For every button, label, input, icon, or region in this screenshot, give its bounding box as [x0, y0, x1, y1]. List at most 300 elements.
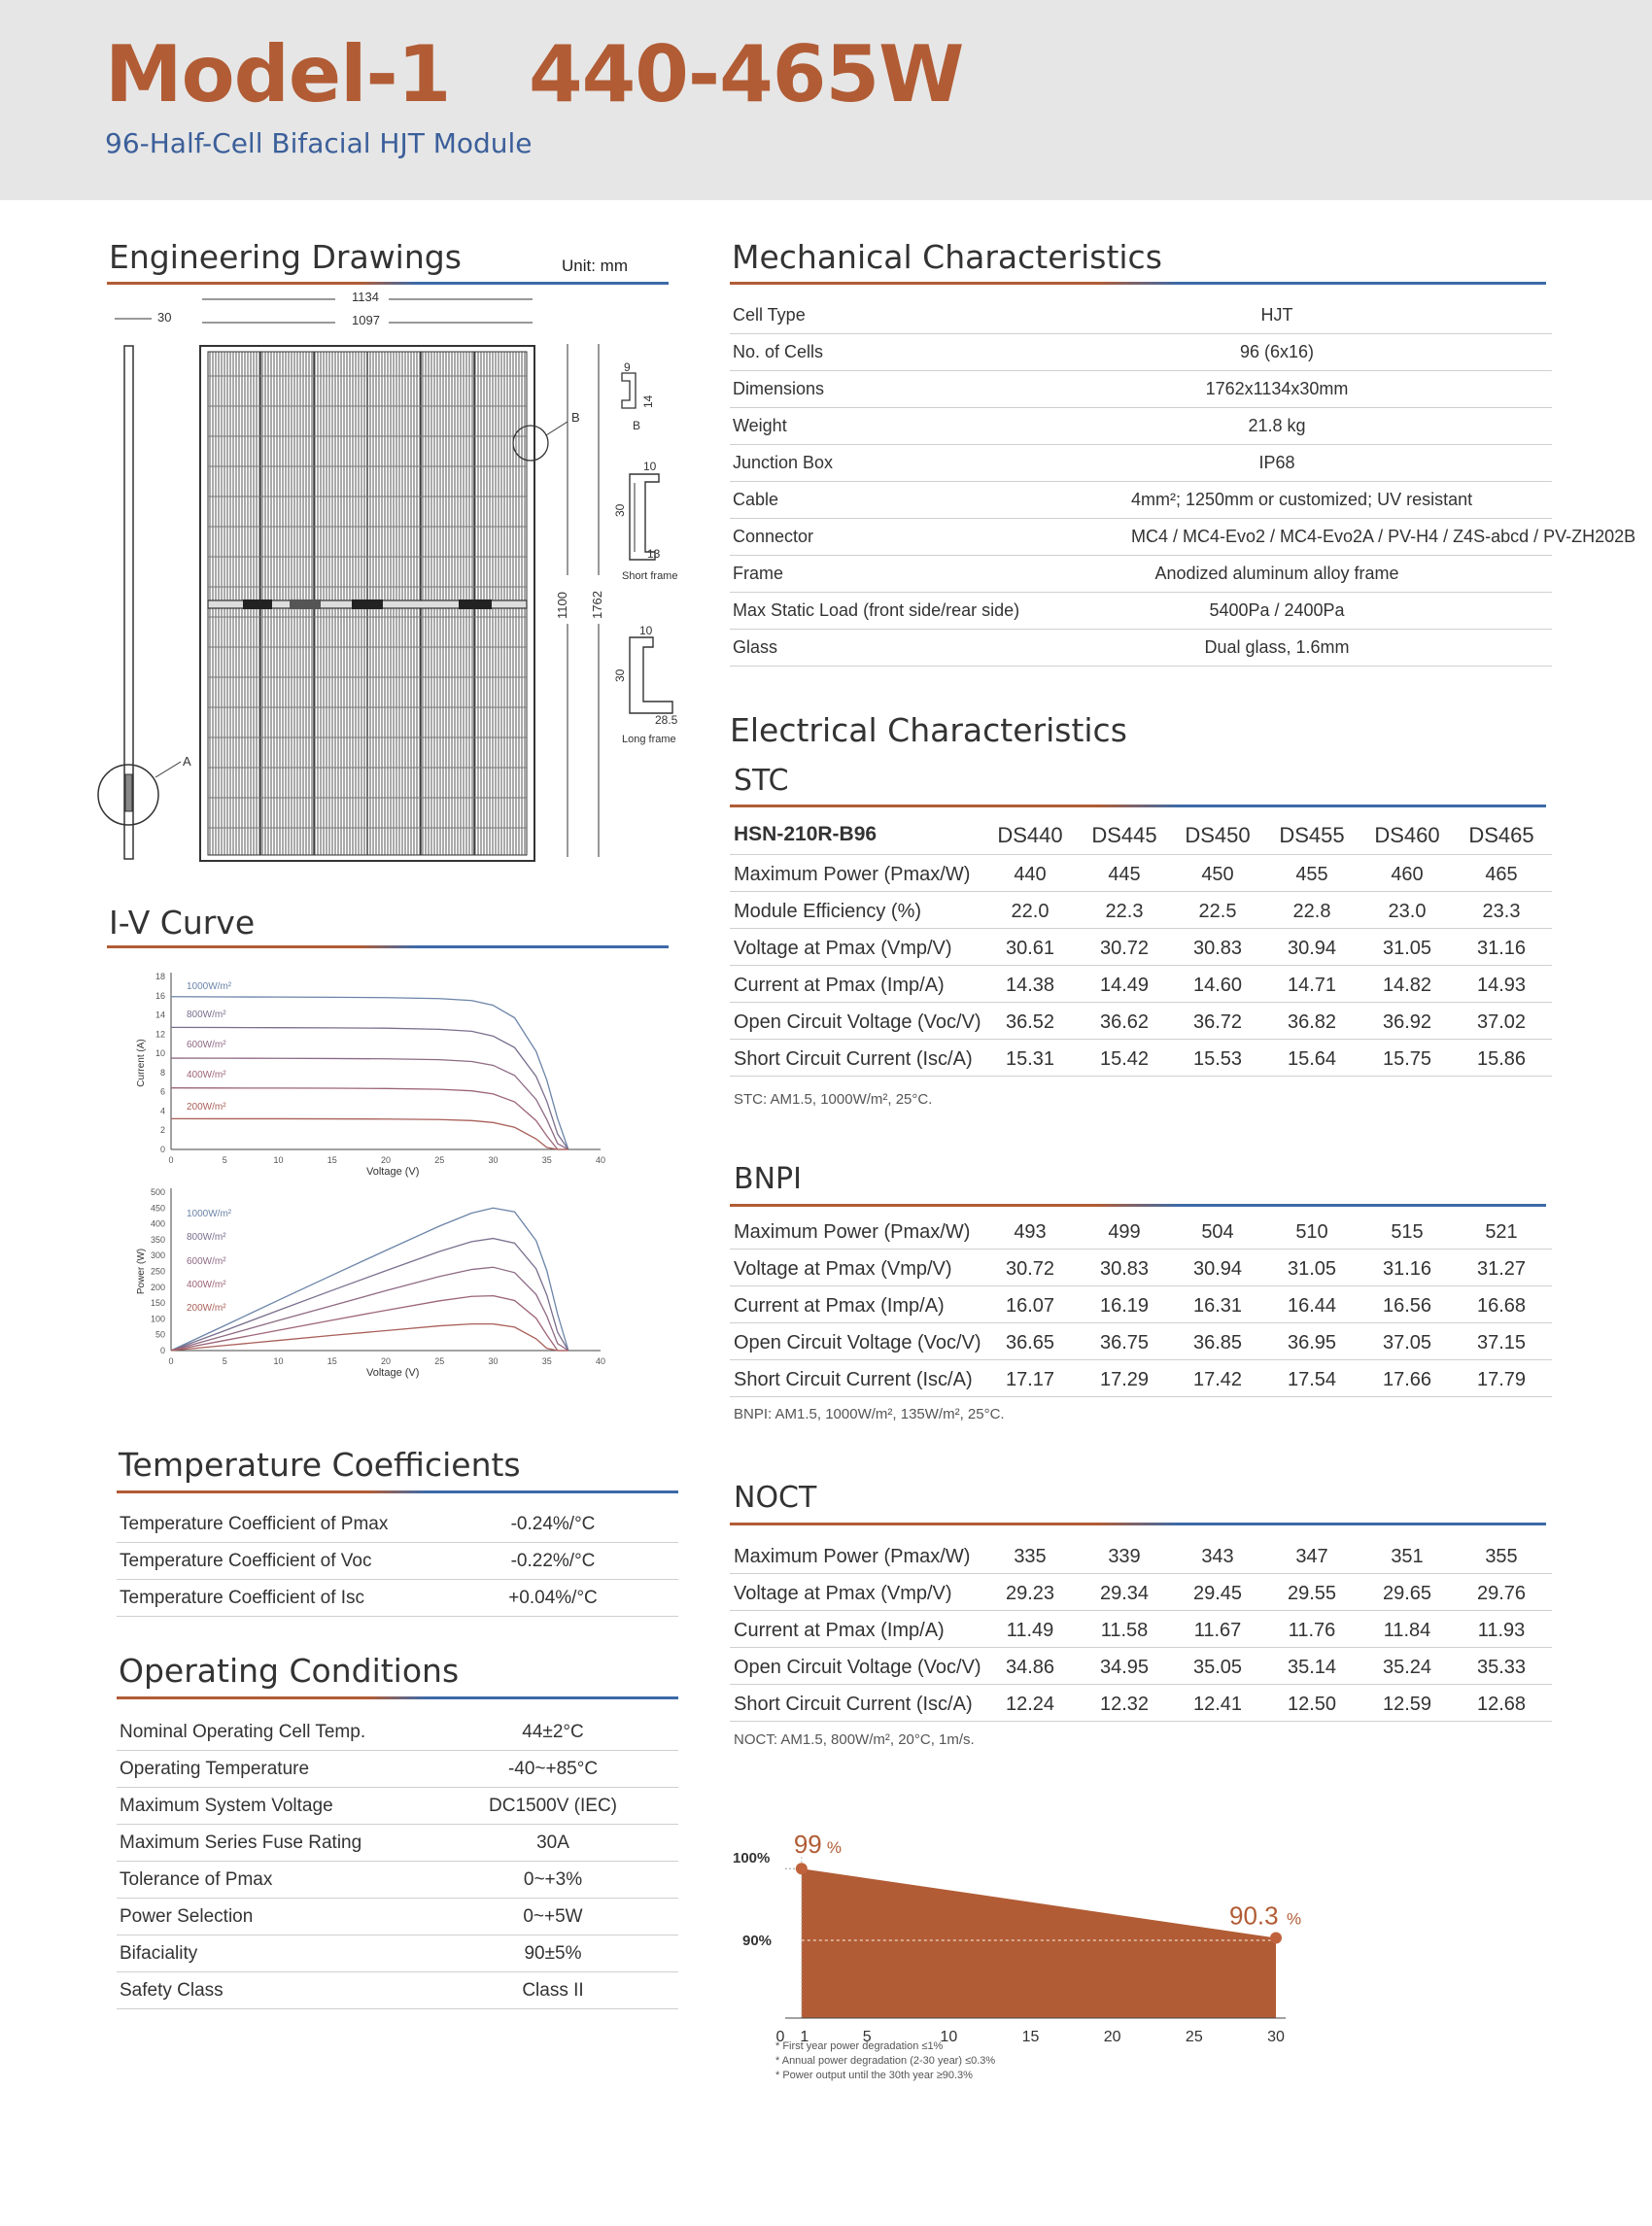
stc-row: [730, 966, 1552, 1003]
iv-power-chart: [126, 1181, 612, 1389]
series-label: 800W/m²: [187, 1232, 226, 1243]
stc-cell: 30.61: [1005, 938, 1055, 959]
bnpi-row: [730, 1323, 1552, 1360]
bnpi-cell: 17.29: [1099, 1369, 1150, 1390]
operating-label: Bifaciality: [120, 1942, 198, 1964]
series-line: [171, 1208, 568, 1351]
mechanical-row: [730, 593, 1552, 630]
operating-label: Tolerance of Pmax: [120, 1868, 273, 1890]
operating-value: 0~+5W: [523, 1905, 583, 1927]
temp-value: -0.24%/°C: [510, 1513, 596, 1534]
operating-title: Operating Conditions: [119, 1652, 460, 1690]
stc-cell: 460: [1391, 864, 1424, 885]
bnpi-cell: 36.65: [1005, 1332, 1055, 1353]
bnpi-row-label: Voltage at Pmax (Vmp/V): [734, 1258, 952, 1280]
series-line: [171, 1118, 568, 1149]
series-label: 800W/m²: [187, 1010, 226, 1020]
bnpi-cell: 17.79: [1476, 1369, 1527, 1390]
iv-current-chart: [126, 967, 612, 1190]
stc-cell: 23.0: [1388, 901, 1427, 922]
bnpi-cell: 36.85: [1192, 1332, 1243, 1353]
y-tick-label: 4: [159, 1106, 165, 1116]
y-tick-label: 18: [155, 972, 165, 981]
y-tick-label: 12: [155, 1029, 165, 1040]
x-tick-label: 15: [327, 1356, 337, 1366]
x-tick-label: 20: [1103, 2029, 1121, 2045]
b-shape-label: B: [633, 419, 641, 432]
bnpi-row-label: Maximum Power (Pmax/W): [734, 1221, 971, 1243]
stc-cell: 14.49: [1099, 975, 1150, 996]
bnpi-cell: 37.15: [1476, 1332, 1527, 1353]
y-tick-label: 0: [159, 1145, 165, 1154]
temp-row: [117, 1543, 678, 1580]
noct-cell: 351: [1391, 1546, 1424, 1567]
noct-cell: 12.41: [1192, 1694, 1243, 1715]
stc-model-name: DS460: [1374, 823, 1440, 847]
mechanical-label: Cable: [733, 490, 779, 509]
operating-row: [117, 1788, 678, 1825]
stc-row: [730, 929, 1552, 966]
y-tick-label: 450: [150, 1203, 165, 1214]
b-dim-2: 14: [641, 394, 655, 408]
stc-row-label: Maximum Power (Pmax/W): [734, 864, 971, 885]
stc-cell: 36.72: [1192, 1011, 1243, 1033]
bnpi-cell: 31.05: [1287, 1258, 1337, 1280]
mechanical-label: Cell Type: [733, 305, 806, 325]
short-frame-side: 30: [613, 503, 627, 517]
y-axis-label: Current (A): [136, 1039, 147, 1087]
mechanical-label: Dimensions: [733, 379, 825, 398]
x-tick-label: 35: [541, 1356, 552, 1366]
mechanical-row: [730, 408, 1552, 445]
noct-row: [730, 1537, 1552, 1574]
stc-cell: 23.3: [1482, 901, 1521, 922]
operating-value: DC1500V (IEC): [489, 1795, 617, 1816]
x-tick-label: 0: [168, 1356, 174, 1366]
degradation-footnote: * Power output until the 30th year ≥90.3%: [775, 2070, 973, 2081]
temp-label: Temperature Coefficient of Isc: [120, 1587, 365, 1608]
start-value-label: 99: [793, 1830, 822, 1860]
x-tick-label: 30: [1267, 2029, 1285, 2045]
noct-cell: 29.65: [1382, 1583, 1432, 1604]
mechanical-row: [730, 519, 1636, 556]
x-tick-label: 10: [273, 1155, 284, 1165]
x-tick-label: 5: [862, 2029, 872, 2045]
noct-cell: 11.84: [1383, 1620, 1431, 1641]
noct-note: NOCT: AM1.5, 800W/m², 20°C, 1m/s.: [734, 1731, 975, 1748]
stc-cell: 455: [1295, 864, 1328, 885]
short-frame-top: 10: [643, 460, 657, 473]
mechanical-row: [730, 334, 1552, 371]
stc-row-label: Current at Pmax (Imp/A): [734, 975, 945, 996]
y-tick-label: 300: [150, 1250, 165, 1261]
bnpi-row: [730, 1360, 1552, 1397]
mechanical-value: 5400Pa / 2400Pa: [1209, 600, 1345, 620]
series-label: 400W/m²: [187, 1280, 226, 1290]
series-line: [171, 1058, 568, 1149]
noct-cell: 34.86: [1005, 1657, 1055, 1678]
y-tick-label: 400: [150, 1218, 165, 1229]
y-tick-label: 200: [150, 1282, 165, 1292]
short-frame-bottom: 13: [647, 547, 661, 561]
x-tick-label: 15: [327, 1155, 337, 1165]
bnpi-cell: 31.16: [1382, 1258, 1432, 1280]
iv-title: I-V Curve: [109, 904, 256, 942]
operating-value: -40~+85°C: [507, 1758, 599, 1779]
dim-width-outer: 1134: [352, 290, 379, 304]
bnpi-cell: 30.83: [1099, 1258, 1150, 1280]
engineering-drawing: [97, 284, 700, 896]
operating-label: Operating Temperature: [120, 1758, 310, 1779]
noct-cell: 35.24: [1382, 1657, 1432, 1678]
mechanical-label: Junction Box: [733, 453, 834, 472]
bnpi-row-label: Short Circuit Current (Isc/A): [734, 1369, 973, 1390]
x-tick-label: 25: [1185, 2029, 1203, 2045]
stc-cell: 14.60: [1192, 975, 1243, 996]
stc-model-name: DS440: [997, 823, 1063, 847]
mechanical-row: [730, 445, 1552, 482]
mechanical-value: 21.8 kg: [1248, 416, 1306, 435]
stc-cell: 30.72: [1099, 938, 1150, 959]
operating-row: [117, 1935, 678, 1972]
start-point: [796, 1863, 808, 1874]
noct-row-label: Voltage at Pmax (Vmp/V): [734, 1583, 952, 1604]
stc-model-label: HSN-210R-B96: [734, 823, 878, 845]
y-tick-label: 100: [150, 1314, 165, 1324]
stc-model-name: DS465: [1468, 823, 1534, 847]
noct-cell: 335: [1014, 1546, 1047, 1567]
operating-row: [117, 1751, 678, 1788]
stc-cell: 36.52: [1005, 1011, 1055, 1033]
x-tick-label: 5: [222, 1356, 227, 1366]
mechanical-label: Connector: [733, 527, 814, 546]
stc-cell: 22.3: [1105, 901, 1144, 922]
stc-model-name: DS455: [1279, 823, 1345, 847]
bnpi-cell: 16.68: [1476, 1295, 1527, 1317]
unit-label: Unit: mm: [562, 257, 628, 275]
dim-thickness: 30: [157, 310, 172, 325]
noct-cell: 11.49: [1006, 1620, 1054, 1641]
stc-rule: [730, 805, 1546, 807]
bnpi-cell: 16.07: [1005, 1295, 1055, 1317]
mechanical-value: 96 (6x16): [1239, 342, 1315, 361]
series-label: 1000W/m²: [187, 981, 232, 992]
dim-height-mount: 1100: [555, 592, 569, 619]
y-tick-label: 0: [159, 1346, 165, 1355]
detail-a-label: A: [183, 754, 191, 769]
noct-cell: 11.58: [1100, 1620, 1149, 1641]
noct-cell: 12.59: [1382, 1694, 1432, 1715]
x-axis-label: Voltage (V): [366, 1166, 420, 1178]
stc-cell: 14.71: [1287, 975, 1337, 996]
operating-row: [117, 1862, 678, 1899]
noct-rule: [730, 1523, 1546, 1525]
x-tick-label: 0: [168, 1155, 174, 1165]
bnpi-cell: 16.31: [1192, 1295, 1243, 1317]
stc-cell: 22.8: [1292, 901, 1331, 922]
y-tick-label: 8: [159, 1067, 165, 1078]
mechanical-label: Glass: [733, 637, 778, 657]
temp-title: Temperature Coefficients: [119, 1446, 521, 1484]
degradation-footnote: * First year power degradation ≤1%: [775, 2040, 944, 2052]
mechanical-row: [730, 371, 1552, 408]
mechanical-row: [730, 556, 1552, 593]
stc-cell: 440: [1014, 864, 1047, 885]
x-tick-label: 10: [273, 1356, 284, 1366]
operating-row: [117, 1825, 678, 1862]
stc-row-label: Short Circuit Current (Isc/A): [734, 1048, 973, 1070]
stc-cell: 36.92: [1382, 1011, 1432, 1033]
x-tick-label: 10: [940, 2029, 958, 2045]
noct-cell: 29.23: [1005, 1583, 1055, 1604]
stc-cell: 22.5: [1198, 901, 1237, 922]
bnpi-cell: 30.94: [1192, 1258, 1243, 1280]
bnpi-cell: 504: [1201, 1221, 1234, 1243]
y-tick-label: 500: [150, 1187, 165, 1197]
stc-cell: 15.42: [1099, 1048, 1150, 1070]
operating-label: Nominal Operating Cell Temp.: [120, 1721, 366, 1742]
noct-row-label: Short Circuit Current (Isc/A): [734, 1694, 973, 1715]
noct-cell: 11.93: [1477, 1620, 1526, 1641]
iv-rule: [107, 945, 669, 948]
operating-row: [117, 1899, 678, 1935]
engineering-title: Engineering Drawings: [109, 238, 462, 276]
operating-value: 90±5%: [524, 1942, 582, 1964]
noct-cell: 12.24: [1005, 1694, 1055, 1715]
series-line: [171, 1267, 568, 1351]
mechanical-label: Frame: [733, 564, 784, 583]
end-value-label: 90.3: [1229, 1901, 1279, 1931]
stc-row-label: Open Circuit Voltage (Voc/V): [734, 1011, 981, 1033]
stc-cell: 36.62: [1099, 1011, 1150, 1033]
y-tick-label: 14: [155, 1010, 165, 1020]
long-frame-bottom: 28.5: [655, 713, 678, 727]
bnpi-cell: 37.05: [1382, 1332, 1432, 1353]
mechanical-value: 4mm²; 1250mm or customized; UV resistant: [1131, 490, 1473, 509]
noct-cell: 29.76: [1476, 1583, 1527, 1604]
bnpi-row: [730, 1250, 1552, 1286]
bnpi-cell: 17.66: [1382, 1369, 1432, 1390]
stc-note: STC: AM1.5, 1000W/m², 25°C.: [734, 1091, 933, 1108]
degradation-footnote: * Annual power degradation (2-30 year) ≤0.3%: [775, 2055, 996, 2067]
mechanical-row: [730, 630, 1552, 667]
bnpi-note: BNPI: AM1.5, 1000W/m², 135W/m², 25°C.: [734, 1406, 1005, 1422]
operating-label: Maximum Series Fuse Rating: [120, 1832, 362, 1853]
mechanical-row: [730, 297, 1552, 334]
stc-model-name: DS445: [1091, 823, 1157, 847]
bnpi-cell: 16.56: [1382, 1295, 1432, 1317]
operating-value: 0~+3%: [523, 1868, 583, 1890]
stc-cell: 15.75: [1382, 1048, 1432, 1070]
y-tick-label: 16: [155, 990, 165, 1001]
y-tick-label: 50: [155, 1329, 165, 1340]
y-tick-label: 350: [150, 1234, 165, 1245]
y-tick-label: 2: [159, 1125, 165, 1136]
stc-cell: 465: [1485, 864, 1518, 885]
noct-cell: 29.55: [1287, 1583, 1337, 1604]
temp-value: +0.04%/°C: [508, 1587, 598, 1608]
noct-cell: 35.14: [1287, 1657, 1337, 1678]
operating-label: Safety Class: [120, 1979, 224, 2001]
temp-rule: [117, 1490, 678, 1493]
x-tick-label: 40: [595, 1356, 606, 1366]
stc-header-row: [730, 814, 1552, 855]
noct-cell: 34.95: [1099, 1657, 1150, 1678]
stc-model-name: DS450: [1185, 823, 1251, 847]
short-frame-label: Short frame: [622, 570, 678, 582]
x-axis-label: Voltage (V): [366, 1367, 420, 1379]
mechanical-value: HJT: [1260, 305, 1293, 325]
long-frame-side: 30: [613, 668, 627, 682]
header-banner: [0, 0, 1652, 200]
noct-cell: 12.50: [1287, 1694, 1337, 1715]
noct-title: NOCT: [734, 1481, 817, 1515]
bnpi-cell: 521: [1485, 1221, 1518, 1243]
series-label: 1000W/m²: [187, 1209, 232, 1219]
noct-cell: 339: [1108, 1546, 1141, 1567]
stc-cell: 15.64: [1287, 1048, 1337, 1070]
temp-value: -0.22%/°C: [510, 1550, 596, 1571]
y-tick-label: 250: [150, 1266, 165, 1277]
bnpi-cell: 16.19: [1099, 1295, 1150, 1317]
bnpi-cell: 30.72: [1005, 1258, 1055, 1280]
x-tick-label: 30: [488, 1356, 499, 1366]
stc-row: [730, 1003, 1552, 1040]
page-subtitle: 96-Half-Cell Bifacial HJT Module: [105, 127, 533, 159]
bnpi-row: [730, 1213, 1552, 1250]
dim-width-inner: 1097: [352, 313, 380, 327]
y-tick-label: 150: [150, 1298, 165, 1309]
stc-cell: 31.05: [1382, 938, 1432, 959]
stc-cell: 15.86: [1476, 1048, 1527, 1070]
y-tick-label: 10: [155, 1048, 165, 1059]
bnpi-cell: 17.54: [1287, 1369, 1337, 1390]
noct-cell: 347: [1295, 1546, 1328, 1567]
b-dim-1: 9: [624, 360, 631, 374]
bnpi-cell: 515: [1391, 1221, 1424, 1243]
stc-row: [730, 855, 1552, 892]
temp-row: [117, 1506, 678, 1543]
stc-cell: 15.31: [1005, 1048, 1055, 1070]
mechanical-value: Anodized aluminum alloy frame: [1154, 564, 1399, 583]
mechanical-value: IP68: [1258, 453, 1295, 472]
mechanical-row: [730, 482, 1552, 519]
x-tick-label: 35: [541, 1155, 552, 1165]
noct-cell: 11.76: [1288, 1620, 1336, 1641]
series-label: 200W/m²: [187, 1102, 226, 1113]
stc-cell: 14.93: [1476, 975, 1527, 996]
bnpi-cell: 36.95: [1287, 1332, 1337, 1353]
noct-row: [730, 1611, 1552, 1648]
temp-label: Temperature Coefficient of Voc: [120, 1550, 372, 1571]
stc-row: [730, 1040, 1552, 1077]
y-axis-label: Power (W): [136, 1248, 147, 1295]
operating-row: [117, 1972, 678, 2009]
temp-label: Temperature Coefficient of Pmax: [120, 1513, 389, 1534]
operating-label: Power Selection: [120, 1905, 254, 1927]
bnpi-row: [730, 1286, 1552, 1323]
x-tick-label: 0: [775, 2029, 785, 2045]
noct-cell: 35.33: [1476, 1657, 1527, 1678]
stc-cell: 30.83: [1192, 938, 1243, 959]
y-tick-100: 100%: [733, 1850, 771, 1866]
stc-cell: 450: [1201, 864, 1234, 885]
x-tick-label: 1: [800, 2029, 809, 2045]
mechanical-value: Dual glass, 1.6mm: [1204, 637, 1350, 657]
bnpi-rule: [730, 1204, 1546, 1207]
series-label: 600W/m²: [187, 1256, 226, 1267]
bnpi-row-label: Current at Pmax (Imp/A): [734, 1295, 945, 1317]
mechanical-title: Mechanical Characteristics: [732, 238, 1162, 276]
noct-cell: 29.45: [1192, 1583, 1243, 1604]
start-pct-label: %: [826, 1838, 842, 1858]
series-label: 200W/m²: [187, 1303, 226, 1314]
mechanical-rule: [730, 282, 1546, 285]
long-frame-label: Long frame: [622, 734, 676, 745]
noct-cell: 355: [1485, 1546, 1518, 1567]
bnpi-cell: 36.75: [1099, 1332, 1150, 1353]
stc-title: STC: [734, 764, 789, 798]
stc-cell: 30.94: [1287, 938, 1337, 959]
noct-row-label: Open Circuit Voltage (Voc/V): [734, 1657, 981, 1678]
bnpi-cell: 499: [1108, 1221, 1141, 1243]
bnpi-cell: 31.27: [1476, 1258, 1527, 1280]
end-point: [1270, 1933, 1282, 1944]
stc-cell: 15.53: [1192, 1048, 1243, 1070]
end-pct-label: %: [1287, 1909, 1302, 1929]
noct-row-label: Maximum Power (Pmax/W): [734, 1546, 971, 1567]
x-tick-label: 15: [1021, 2029, 1040, 2045]
bnpi-cell: 493: [1014, 1221, 1047, 1243]
x-tick-label: 20: [380, 1155, 392, 1165]
noct-cell: 343: [1201, 1546, 1234, 1567]
mechanical-label: Max Static Load (front side/rear side): [733, 600, 1020, 620]
x-tick-label: 30: [488, 1155, 499, 1165]
stc-cell: 36.82: [1287, 1011, 1337, 1033]
y-tick-label: 6: [159, 1086, 165, 1097]
stc-cell: 445: [1108, 864, 1141, 885]
operating-row: [117, 1714, 678, 1751]
operating-label: Maximum System Voltage: [120, 1795, 333, 1816]
x-tick-label: 25: [434, 1155, 445, 1165]
temp-row: [117, 1580, 678, 1617]
mechanical-value: MC4 / MC4-Evo2 / MC4-Evo2A / PV-H4 / Z4S-abcd / PV-ZH202B: [1131, 527, 1636, 546]
bnpi-cell: 16.44: [1287, 1295, 1337, 1317]
stc-cell: 31.16: [1476, 938, 1527, 959]
dim-height-total: 1762: [590, 591, 604, 619]
stc-row: [730, 892, 1552, 929]
noct-cell: 29.34: [1099, 1583, 1150, 1604]
bnpi-row-label: Open Circuit Voltage (Voc/V): [734, 1332, 981, 1353]
stc-cell: 22.0: [1011, 901, 1050, 922]
stc-cell: 14.82: [1382, 975, 1432, 996]
bnpi-cell: 510: [1295, 1221, 1328, 1243]
electrical-title: Electrical Characteristics: [730, 711, 1127, 749]
noct-cell: 12.68: [1476, 1694, 1527, 1715]
stc-cell: 37.02: [1476, 1011, 1527, 1033]
x-tick-label: 5: [222, 1155, 227, 1165]
mechanical-label: Weight: [733, 416, 787, 435]
x-tick-label: 20: [380, 1356, 392, 1366]
detail-b-label: B: [571, 410, 580, 425]
page-title: Model-1 440-465W: [105, 29, 964, 120]
operating-value: 30A: [536, 1832, 569, 1853]
noct-cell: 11.67: [1193, 1620, 1242, 1641]
noct-row: [730, 1574, 1552, 1611]
mechanical-value: 1762x1134x30mm: [1205, 379, 1349, 398]
x-tick-label: 40: [595, 1155, 606, 1165]
operating-value: 44±2°C: [522, 1721, 584, 1742]
